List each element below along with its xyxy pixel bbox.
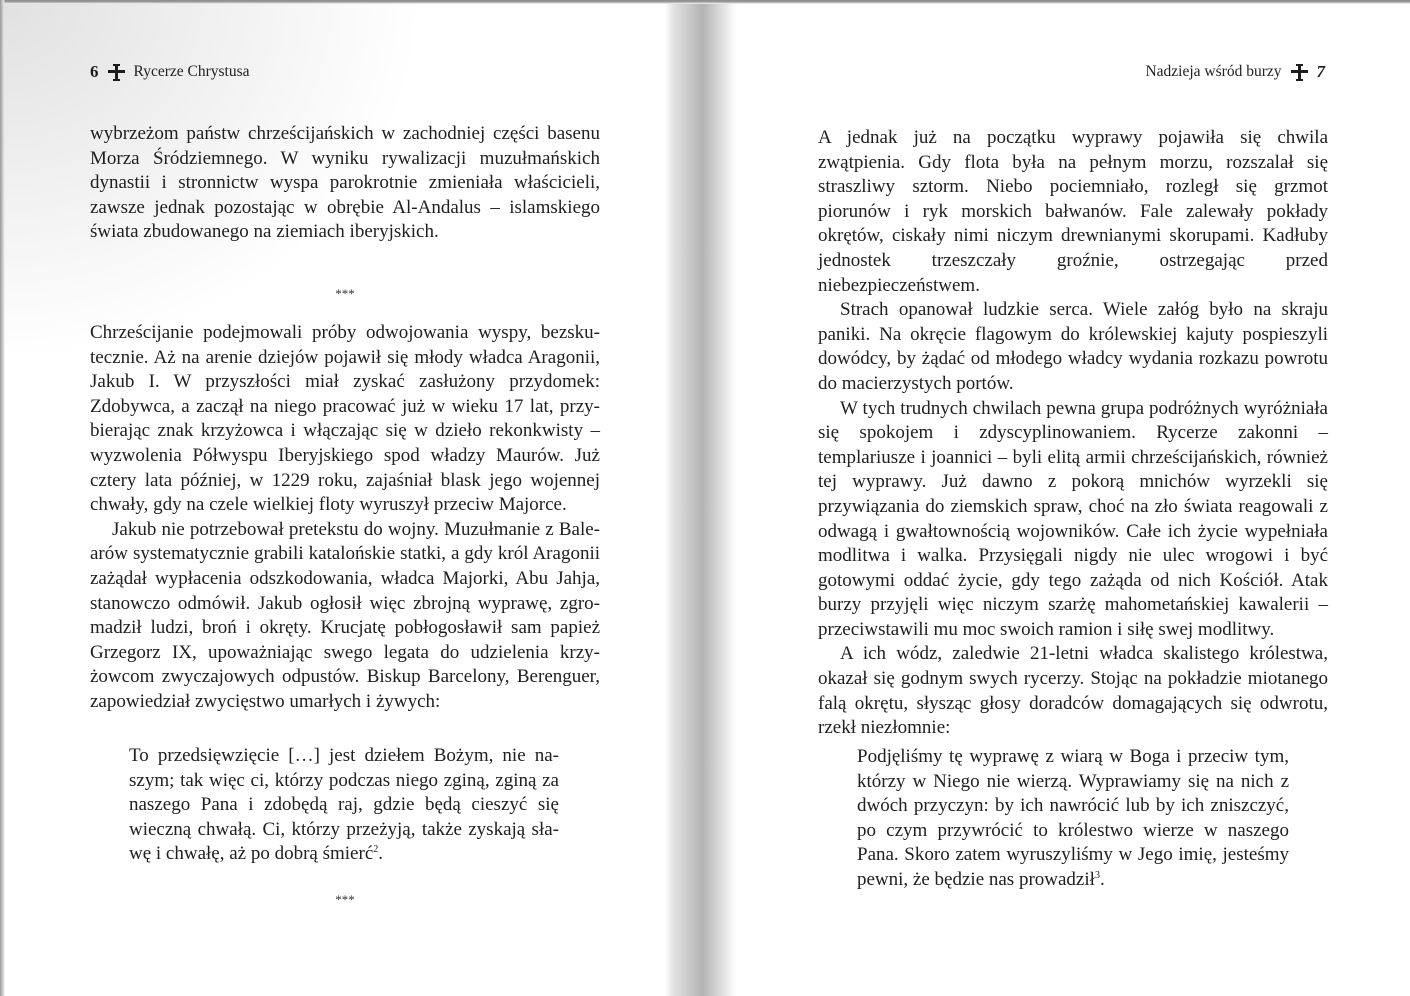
section-separator: *** (335, 286, 355, 301)
left-quote-end: . (378, 843, 384, 865)
left-block-quote (129, 744, 559, 867)
book-gutter-shadow (665, 4, 737, 996)
left-paragraph-3: Jakub nie potrzebował pretekstu do wojny. Muzułmanie z Balearów systematycznie grabili katalońskie statki, a gdy król Aragonii zażądał wypłacenia odszkodowania, władca Majorki, Abu Jahja, stanowczo odmówił. Jakub ogłosił więc zbrojną wyprawę, zgromadził ludzi, broń i okręty. Krucjatę pobłogosławił sam papież Grzegorz IX, upoważniając swego legata do udzielenia krzyżowcom zwyczajowych odpustów. Biskup Barcelony, Berenguer, zapowiedział zwycięstwo umarłych i żywych: (90, 518, 600, 712)
cross-icon (108, 64, 125, 81)
right-paragraph-1: A jednak już na początku wyprawy pojawiła się chwila zwątpienia. Gdy flota była na pełnym morzu, rozszalał się straszliwy sztorm. Niebo pociemniało, rozległ się grzmot piorunów i ryk morskich bałwanów. Fale zalewały pokłady okrętów, ciskały nimi niczym drewnianymi skorupami. Kadłuby jednostek trzeszczały groźnie, ostrzegając przed niebezpieczeństwem. (818, 127, 1328, 296)
left-paragraph-2: Chrześcijanie podejmowali próby odwojowania wyspy, bezskutecznie. Aż na arenie dziejów pojawił się młody władca Aragonii, Jakub I. W przyszłości miał zyskać zasłużony przydomek: Zdobywca, a zaczął na niego pracować już w wieku 17 lat, przybierając znak krzyżowca i włączając się w dzieło rekonkwisty – wyzwolenia Półwyspu Iberyjskiego spod władzy Maurów. Już cztery lata później, w 1229 roku, zajaśniał blask jego wojennej chwały, gdy na czele wielkiej floty wyruszył przeciw Majorce. (90, 322, 600, 516)
left-page-number: 6 (90, 62, 99, 81)
right-page-number: 7 (1316, 62, 1325, 81)
right-paragraph-2: Strach opanował ludzkie serca. Wiele załóg było na skraju paniki. Na okręcie flagowym do królewskiej kajuty pospieszyli dowódcy, by żądać od młodego władcy wydania rozkazu powrotu do macierzystych portów. (818, 299, 1328, 394)
left-edge (0, 0, 5, 996)
right-paragraph-3: W tych trudnych chwilach pewna grupa podróżnych wyróżniała się spokojem i zdyscyplinowaniem. Rycerze zakonni – templariusze i joannici – byli elitą armii chrześcijańskich, również tej wyprawy. Już dawno z pokorą mnichów wyrzekli się przywiązania do ziemskich spraw, choć na zło świata reagowali z odwagą i gwałtownością wojowników. Całe ich życie wypełniała modlitwa i walka. Przysięgali nigdy nie ulec wrogowi i być gotowymi oddać życie, gdy tego zażąda od nich Kościół. Atak burzy przyjęli więc niczym szarżę mahometańskiej kawalerii – przeciwstawili mu moc swoich ramion i siłę swej modlitwy. (818, 397, 1328, 640)
left-running-head (90, 62, 250, 82)
right-quote-text: Podjęliśmy tę wyprawę z wiarą w Boga i przeciw tym, którzy w Niego nie wierzą. Wyprawiamy się na nich z dwóch przyczyn: by ich nawrócić lub by ich zniszczyć, po czym przywrócić to królestwo wierze w naszego Pana. Skoro zatem wyruszyliśmy w Jego imię, jesteśmy pewni, że będzie nas prowadził (857, 746, 1289, 890)
right-body (818, 126, 1328, 741)
right-block-quote (857, 745, 1289, 893)
left-body-section-2 (90, 321, 600, 715)
right-running-head (1145, 62, 1325, 82)
right-running-head-title: Nadzieja wśród burzy (1145, 63, 1282, 80)
left-running-head-title: Rycerze Chrystusa (133, 63, 250, 80)
cross-icon (1291, 64, 1308, 81)
right-quote-end: . (1099, 868, 1105, 890)
right-paragraph-4: A ich wódz, zaledwie 21-letni władca skalistego królestwa, okazał się godnym swych rycerzy. Stojąc na pokładzie miotanego falą okrętu, słysząc głosy doradców domagających się odwrotu, rzekł niezłomnie: (818, 643, 1328, 739)
section-separator: *** (335, 892, 355, 907)
footnote-ref-2: 2 (373, 844, 379, 856)
left-body-section-1 (90, 122, 600, 245)
left-quote-text: To przedsięwzięcie […] jest dziełem Bożym, nie naszym; tak więc ci, którzy podczas niego zginą, zginą za naszego Pana i zdobędą raj, gdzie będą cieszyć się wieczną chwałą. Ci, którzy przeżyją, także zyskają sławę i chwałę, aż po dobrą śmierć (129, 745, 559, 865)
top-border (0, 0, 1410, 4)
left-paragraph-1: wybrzeżom państw chrześcijańskich w zachodniej części basenu Morza Śródziemnego. W wyniku rywalizacji muzułmańskich dynastii i stronnictw wyspa parokrotnie zmieniała właścicieli, zawsze jednak pozostając w obrębie Al-Andalus – islamskiego świata zbudowanego na ziemiach iberyjskich. (90, 123, 600, 243)
footnote-ref-3: 3 (1094, 869, 1100, 881)
